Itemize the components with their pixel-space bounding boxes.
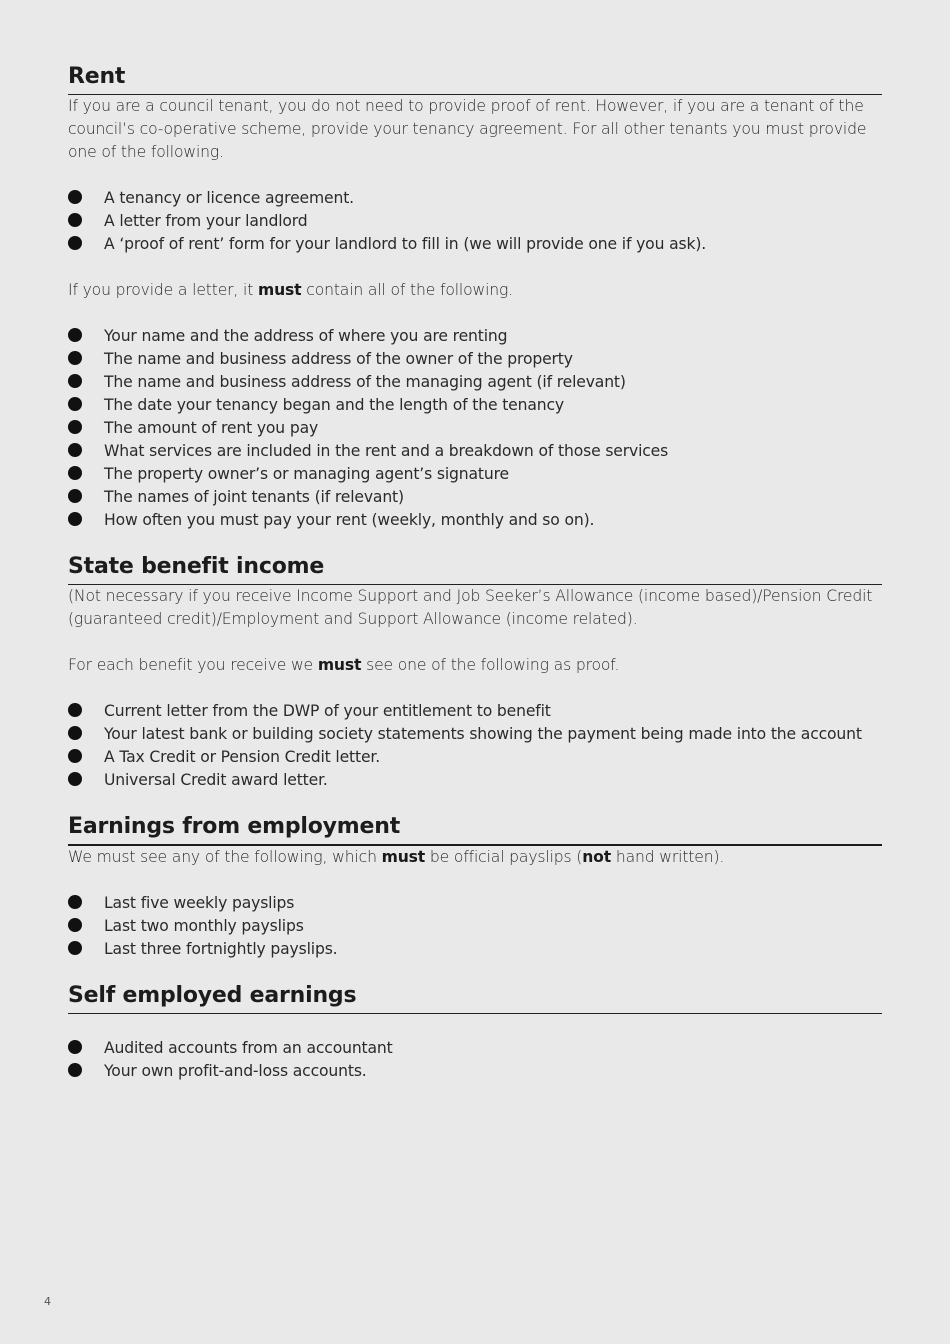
list-item: The name and business address of the owner of the property [68, 348, 882, 371]
bullet-icon [68, 703, 82, 717]
bullet-icon [68, 941, 82, 955]
bullet-icon [68, 772, 82, 786]
bullet-icon [68, 236, 82, 250]
list-item: The date your tenancy began and the length of the tenancy [68, 394, 882, 417]
section-state-benefit-income [68, 552, 882, 792]
bullet-icon [68, 190, 82, 204]
list-item: Current letter from the DWP of your entitlement to benefit [68, 700, 882, 723]
document-page [68, 62, 882, 1083]
rent-options-list [68, 187, 882, 256]
list-item: Your own profit-and-loss accounts. [68, 1060, 882, 1083]
list-item: Universal Credit award letter. [68, 769, 882, 792]
bullet-icon [68, 512, 82, 526]
list-item: What services are included in the rent and a breakdown of those services [68, 440, 882, 463]
bullet-icon [68, 397, 82, 411]
bullet-icon [68, 213, 82, 227]
bullet-icon [68, 749, 82, 763]
list-item: The amount of rent you pay [68, 417, 882, 440]
bullet-icon [68, 726, 82, 740]
bullet-icon [68, 328, 82, 342]
self-employed-list [68, 1037, 882, 1083]
list-item: The property owner’s or managing agent’s signature [68, 463, 882, 486]
page-number: 4 [44, 1295, 51, 1308]
section-title-state-benefit: State benefit income [68, 552, 882, 585]
bullet-icon [68, 489, 82, 503]
list-item: A letter from your landlord [68, 210, 882, 233]
emphasis-must: must [317, 656, 362, 674]
section-title-employment: Earnings from employment [68, 812, 882, 846]
state-benefit-proof-intro: For each benefit you receive we must see one of the following as proof. [68, 656, 620, 674]
state-benefit-note: (Not necessary if you receive Income Support and Job Seeker’s Allowance (income based)/Pension Credit (guaranteed credit)/Employment and Support Allowance (income related). [68, 587, 873, 628]
list-item: Last three fortnightly payslips. [68, 938, 882, 961]
bullet-icon [68, 918, 82, 932]
emphasis-must: must [381, 848, 426, 866]
list-item: Your latest bank or building society statements showing the payment being made into the account [68, 723, 882, 746]
list-item: How often you must pay your rent (weekly, monthly and so on). [68, 509, 882, 532]
state-benefit-proofs-list [68, 700, 882, 792]
bullet-icon [68, 1040, 82, 1054]
bullet-icon [68, 374, 82, 388]
section-title-rent: Rent [68, 62, 882, 95]
bullet-icon [68, 466, 82, 480]
section-title-self-employed: Self employed earnings [68, 981, 882, 1014]
rent-intro: If you are a council tenant, you do not need to provide proof of rent. However, if you are a tenant of the council’s co-operative scheme, provide your tenancy agreement. For all other tenants you must provide one of the following. [68, 97, 867, 161]
list-item: Last five weekly payslips [68, 892, 882, 915]
emphasis-not: not [582, 848, 612, 866]
bullet-icon [68, 1063, 82, 1077]
list-item: A ‘proof of rent’ form for your landlord to fill in (we will provide one if you ask). [68, 233, 882, 256]
bullet-icon [68, 895, 82, 909]
list-item: The names of joint tenants (if relevant) [68, 486, 882, 509]
list-item: Your name and the address of where you are renting [68, 325, 882, 348]
list-item: Last two monthly payslips [68, 915, 882, 938]
section-self-employed-earnings [68, 981, 882, 1083]
section-rent [68, 62, 882, 532]
employment-intro: We must see any of the following, which must be official payslips (not hand written). [68, 848, 725, 866]
list-item: A Tax Credit or Pension Credit letter. [68, 746, 882, 769]
list-item: Audited accounts from an accountant [68, 1037, 882, 1060]
rent-letter-requirements-list [68, 325, 882, 532]
list-item: The name and business address of the managing agent (if relevant) [68, 371, 882, 394]
bullet-icon [68, 443, 82, 457]
payslips-list [68, 892, 882, 961]
rent-letter-intro: If you provide a letter, it must contain all of the following. [68, 281, 513, 299]
emphasis-must: must [257, 281, 302, 299]
bullet-icon [68, 420, 82, 434]
section-earnings-from-employment [68, 812, 882, 961]
bullet-icon [68, 351, 82, 365]
list-item: A tenancy or licence agreement. [68, 187, 882, 210]
